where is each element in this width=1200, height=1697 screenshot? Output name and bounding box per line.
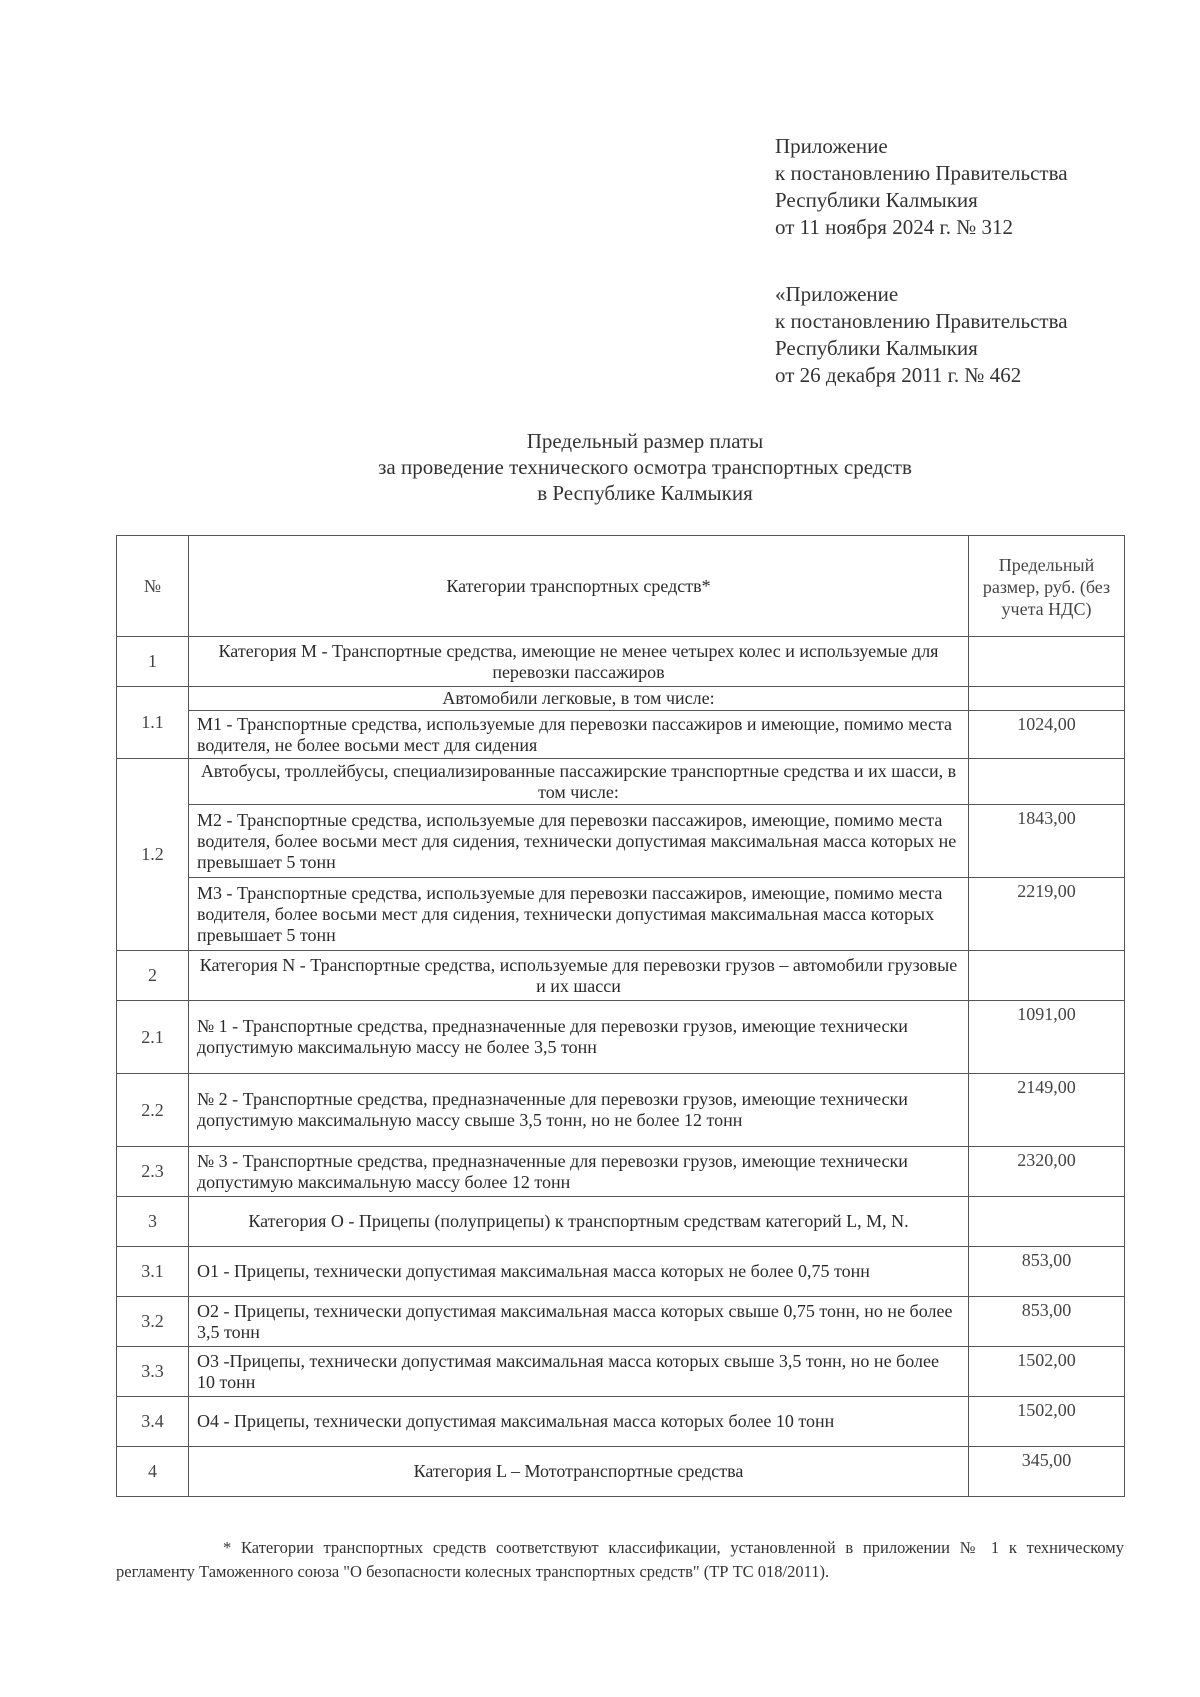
header-line: от 26 декабря 2011 г. № 462 bbox=[775, 363, 1022, 387]
table-row bbox=[117, 878, 1125, 951]
table-row bbox=[117, 1147, 1125, 1197]
row-price: 345,00 bbox=[969, 1447, 1125, 1497]
title-line: в Республике Калмыкия bbox=[537, 481, 753, 505]
appendix-header bbox=[775, 133, 1175, 241]
row-category: Категория L – Мототранспортные средства bbox=[189, 1447, 969, 1497]
table-row bbox=[117, 637, 1125, 687]
row-category: Категория О - Прицепы (полуприцепы) к транспортным средствам категорий L, M, N. bbox=[189, 1197, 969, 1247]
row-price bbox=[969, 1197, 1125, 1247]
row-category: М2 - Транспортные средства, используемые для перевозки пассажиров, имеющие, помимо места водителя, более восьми мест для сидения, технически допустимая максимальная масса которых не превышает 5 тонн bbox=[189, 805, 969, 878]
row-category: № 3 - Транспортные средства, предназначенные для перевозки грузов, имеющие технически допустимую максимальную массу более 12 тонн bbox=[189, 1147, 969, 1197]
row-number: 2.3 bbox=[117, 1147, 189, 1197]
header-line: к постановлению Правительства bbox=[775, 161, 1068, 185]
row-category: № 2 - Транспортные средства, предназначенные для перевозки грузов, имеющие технически допустимую максимальную массу свыше 3,5 тонн, но не более 12 тонн bbox=[189, 1074, 969, 1147]
row-number: 3.3 bbox=[117, 1347, 189, 1397]
table-row bbox=[117, 951, 1125, 1001]
row-number: 4 bbox=[117, 1447, 189, 1497]
header-line: от 11 ноября 2024 г. № 312 bbox=[775, 215, 1013, 239]
row-category: О4 - Прицепы, технически допустимая максимальная масса которых более 10 тонн bbox=[189, 1397, 969, 1447]
row-number: 1 bbox=[117, 637, 189, 687]
row-price: 853,00 bbox=[969, 1247, 1125, 1297]
document-title bbox=[0, 428, 1200, 506]
row-category: № 1 - Транспортные средства, предназначенные для перевозки грузов, имеющие технически допустимую максимальную массу не более 3,5 тонн bbox=[189, 1001, 969, 1074]
table-row bbox=[117, 711, 1125, 759]
header-category: Категории транспортных средств* bbox=[189, 536, 969, 637]
row-number: 1.2 bbox=[117, 759, 189, 951]
table-header-row bbox=[117, 536, 1125, 637]
table-row bbox=[117, 1347, 1125, 1397]
row-category: Категория N - Транспортные средства, используемые для перевозки грузов – автомобили грузовые и их шасси bbox=[189, 951, 969, 1001]
row-category: О1 - Прицепы, технически допустимая максимальная масса которых не более 0,75 тонн bbox=[189, 1247, 969, 1297]
footnote: * Категории транспортных средств соответствуют классификации, установленной в приложении № 1 к техническому регламенту Таможенного союза "О безопасности колесных транспортных средств" (ТР ТС 018/2011). bbox=[116, 1538, 1124, 1581]
row-number: 2 bbox=[117, 951, 189, 1001]
row-category: Автомобили легковые, в том числе: bbox=[189, 687, 969, 711]
row-category: Автобусы, троллейбусы, специализированные пассажирские транспортные средства и их шасси, в том числе: bbox=[189, 759, 969, 805]
row-price bbox=[969, 951, 1125, 1001]
row-category: Категория М - Транспортные средства, имеющие не менее четырех колес и используемые для перевозки пассажиров bbox=[189, 637, 969, 687]
table-row bbox=[117, 1397, 1125, 1447]
row-number: 3.2 bbox=[117, 1297, 189, 1347]
row-price bbox=[969, 687, 1125, 711]
row-price: 1091,00 bbox=[969, 1001, 1125, 1074]
header-line: Приложение bbox=[775, 134, 888, 158]
row-price: 2219,00 bbox=[969, 878, 1125, 951]
header-line: «Приложение bbox=[775, 282, 899, 306]
row-price bbox=[969, 637, 1125, 687]
title-line: Предельный размер платы bbox=[526, 429, 764, 453]
row-category: М1 - Транспортные средства, используемые для перевозки пассажиров и имеющие, помимо места водителя, не более восьми мест для сидения bbox=[189, 711, 969, 759]
row-price: 1502,00 bbox=[969, 1397, 1125, 1447]
row-number: 3.4 bbox=[117, 1397, 189, 1447]
row-price: 1502,00 bbox=[969, 1347, 1125, 1397]
row-price: 1843,00 bbox=[969, 805, 1125, 878]
header-line: к постановлению Правительства bbox=[775, 309, 1068, 333]
fee-table bbox=[116, 535, 1125, 1497]
table-row bbox=[117, 759, 1125, 805]
table-row bbox=[117, 1197, 1125, 1247]
row-price: 2149,00 bbox=[969, 1074, 1125, 1147]
row-category: О2 - Прицепы, технически допустимая максимальная масса которых свыше 0,75 тонн, но не более 3,5 тонн bbox=[189, 1297, 969, 1347]
header-line: Республики Калмыкия bbox=[775, 188, 978, 212]
header-number: № bbox=[117, 536, 189, 637]
row-category: О3 -Прицепы, технически допустимая максимальная масса которых свыше 3,5 тонн, но не более 10 тонн bbox=[189, 1347, 969, 1397]
table-row bbox=[117, 1297, 1125, 1347]
row-number: 3 bbox=[117, 1197, 189, 1247]
table-row bbox=[117, 1074, 1125, 1147]
table-row bbox=[117, 687, 1125, 711]
table-row bbox=[117, 1247, 1125, 1297]
row-price: 1024,00 bbox=[969, 711, 1125, 759]
row-category: М3 - Транспортные средства, используемые для перевозки пассажиров, имеющие, помимо места водителя, более восьми мест для сидения, технически допустимая максимальная масса которых превышает 5 тонн bbox=[189, 878, 969, 951]
table-row bbox=[117, 1001, 1125, 1074]
row-price: 2320,00 bbox=[969, 1147, 1125, 1197]
table-row bbox=[117, 1447, 1125, 1497]
header-line: Республики Калмыкия bbox=[775, 336, 978, 360]
row-number: 3.1 bbox=[117, 1247, 189, 1297]
title-line: за проведение технического осмотра транспортных средств bbox=[378, 455, 912, 479]
row-number: 2.2 bbox=[117, 1074, 189, 1147]
row-price bbox=[969, 759, 1125, 805]
header-price: Предельный размер, руб. (без учета НДС) bbox=[969, 536, 1125, 637]
row-number: 1.1 bbox=[117, 687, 189, 759]
row-number: 2.1 bbox=[117, 1001, 189, 1074]
row-price: 853,00 bbox=[969, 1297, 1125, 1347]
original-appendix-header bbox=[775, 281, 1175, 389]
table-row bbox=[117, 805, 1125, 878]
